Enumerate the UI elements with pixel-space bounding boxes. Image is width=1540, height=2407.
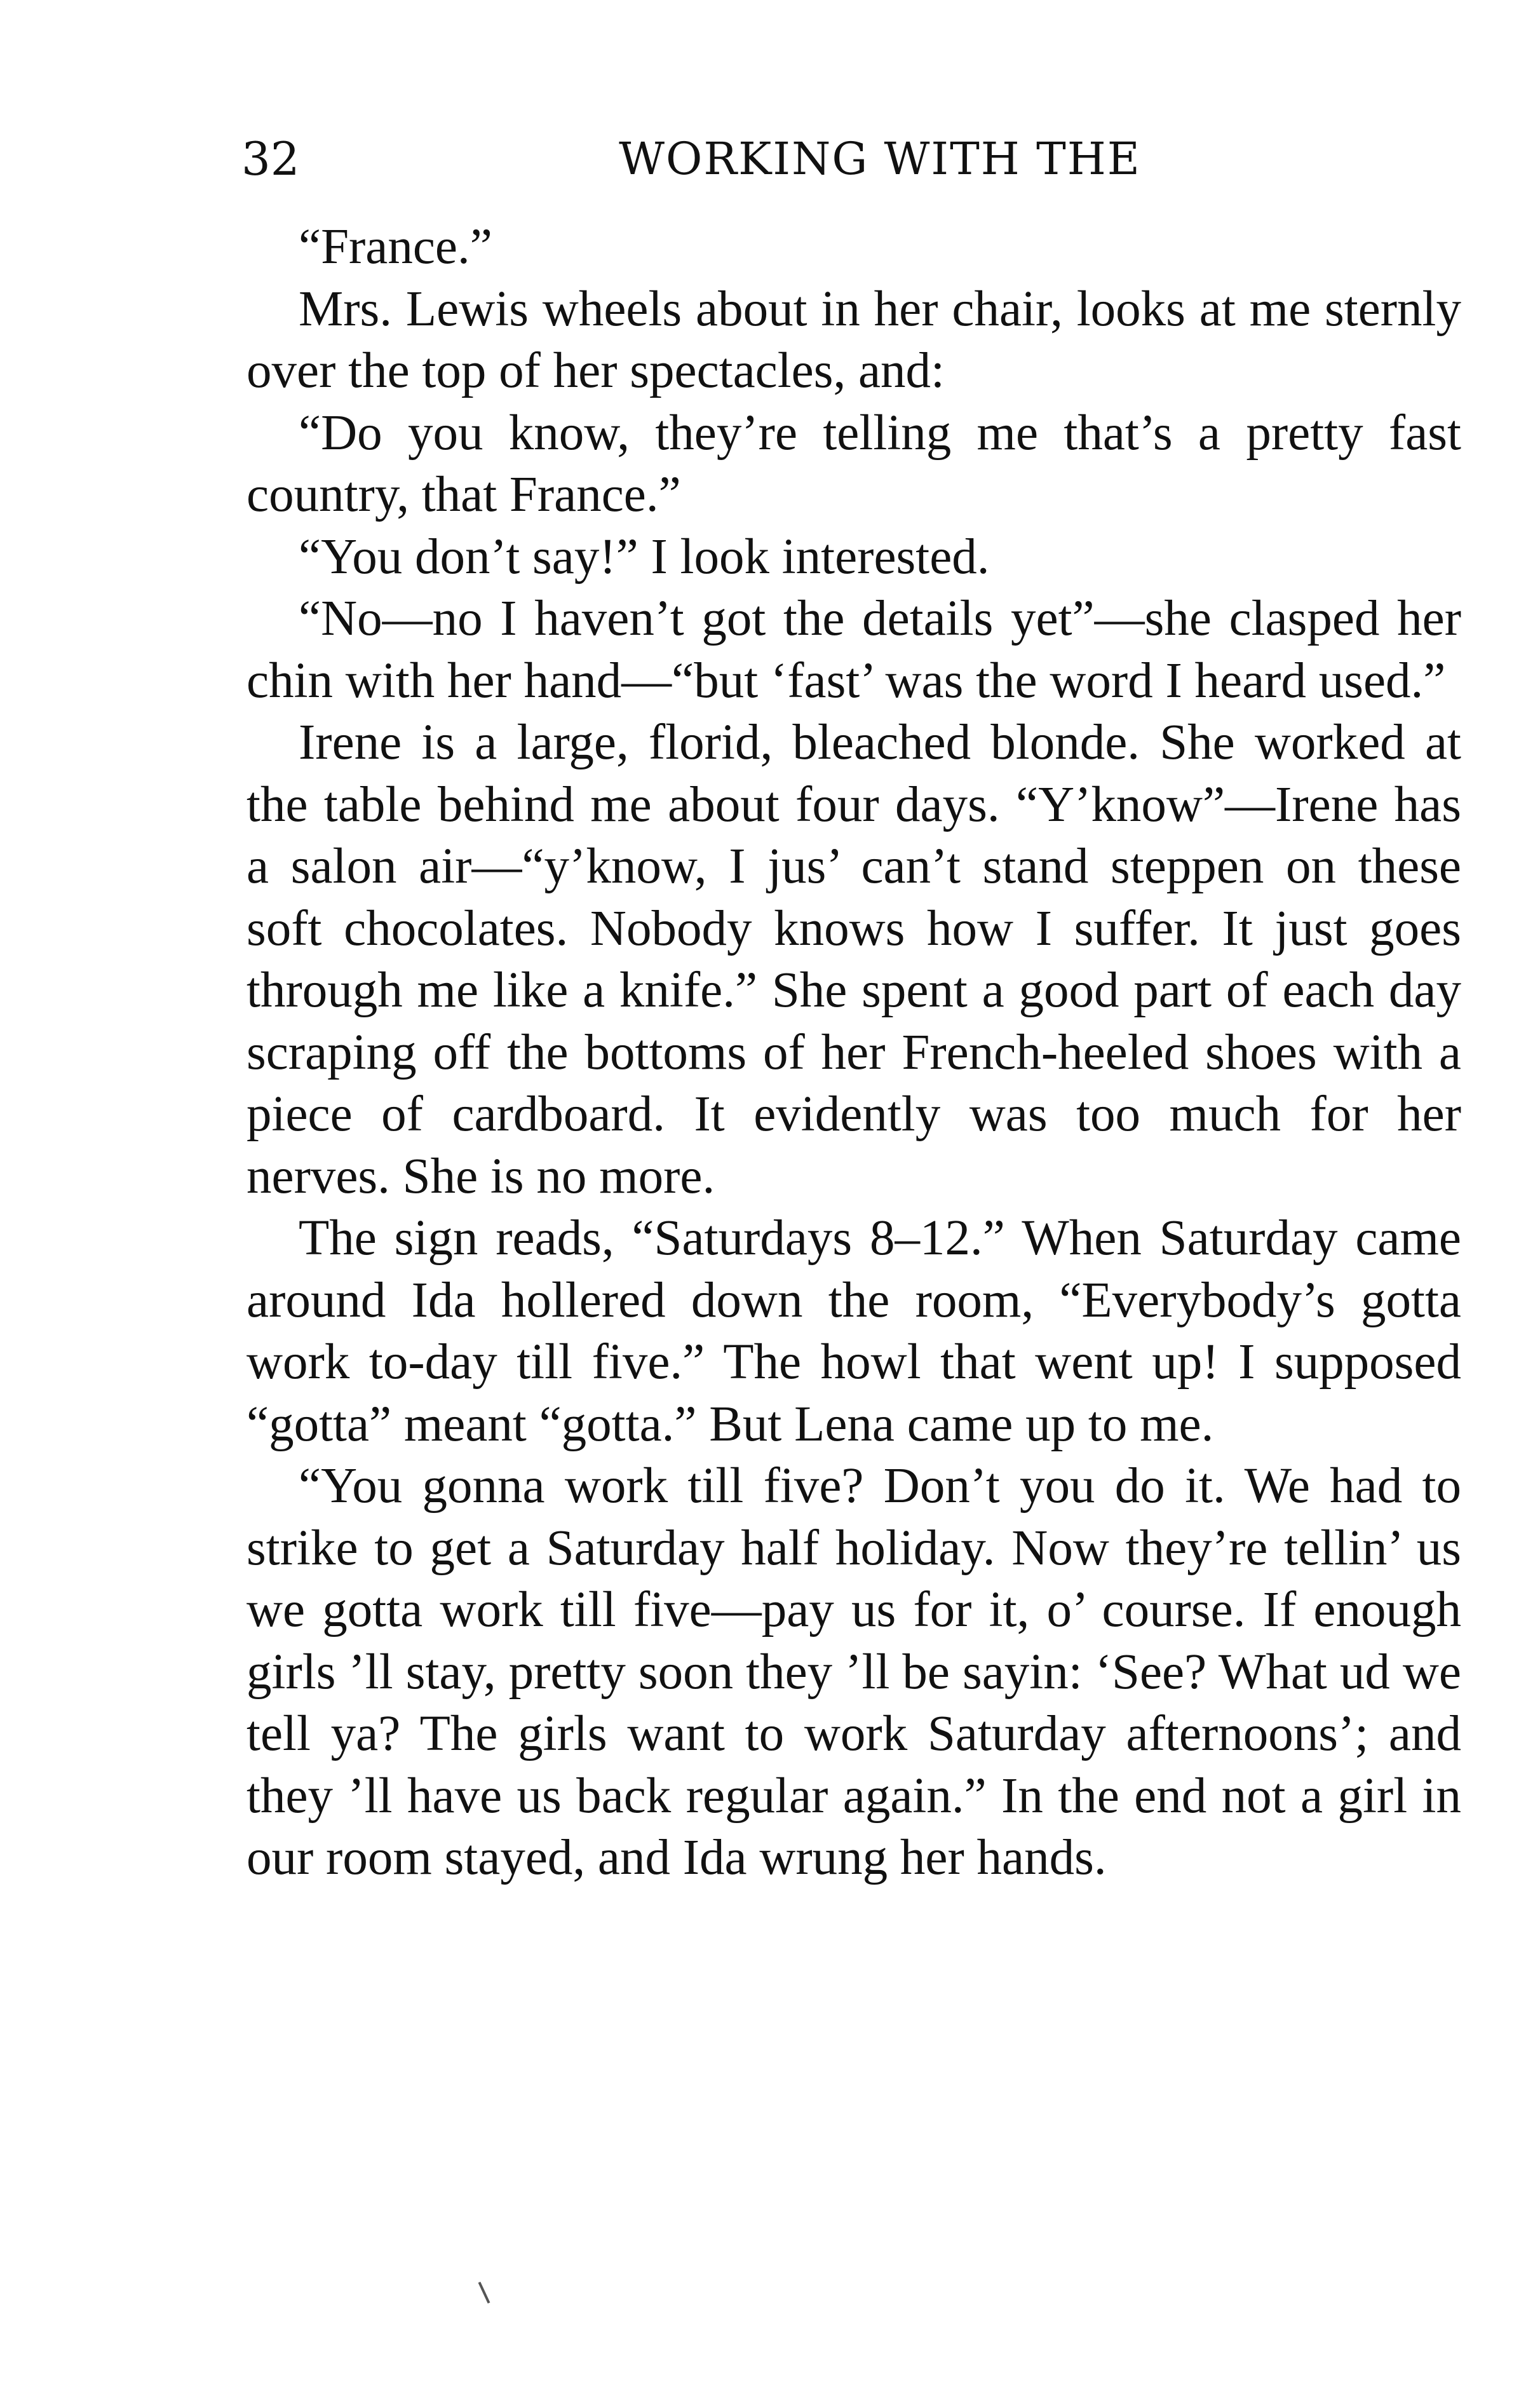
paragraph: “Do you know, they’re telling me that’s a pretty fast country, that France.” (247, 405, 1461, 522)
paragraph: “No—no I haven’t got the details yet”—she clasped her chin with her hand—“but ‘fast’ was the word I heard used.” (247, 591, 1461, 709)
paragraph: The sign reads, “Saturdays 8–12.” When Saturday came around Ida hollered down the room, “Everybody’s gotta work to-day till five.” The howl that went up! I supposed “gotta” meant “gotta.” But Lena came up to me. (247, 1210, 1461, 1452)
running-head: WORKING WITH THE (619, 133, 1141, 185)
paragraph: “France.” (299, 219, 492, 275)
paragraph: “You don’t say!” I look interested. (299, 529, 990, 585)
page-number: 32 (241, 132, 300, 186)
paragraph: “You gonna work till five? Don’t you do it. We had to strike to get a Saturday half holiday. Now they’re tellin’ us we gotta work till five—pay us for it, o’ course. If enough girls ’ll stay, pretty soon they ’ll be sayin: ‘See? What ud we tell ya? The girls want to work Saturday afternoons’; and they ’ll have us back regular again.” In the end not a girl in our room stayed, and Ida wrung her hands. (247, 1458, 1461, 1885)
page-header (241, 127, 1468, 197)
stray-ink-mark (478, 2282, 490, 2303)
paragraph: Mrs. Lewis wheels about in her chair, looks at me sternly over the top of her spectacles, and: (247, 281, 1461, 398)
body-text (247, 216, 1461, 1889)
paragraph: Irene is a large, florid, bleached blonde. She worked at the table behind me about four days. “Y’know”—Irene has a salon air—“y’know, I jus’ can’t stand steppen on these soft chocolates. Nobody knows how I suffer. It just goes through me like a knife.” She spent a good part of each day scraping off the bottoms of her French-heeled shoes with a piece of cardboard. It evidently was too much for her nerves. She is no more. (247, 715, 1461, 1204)
